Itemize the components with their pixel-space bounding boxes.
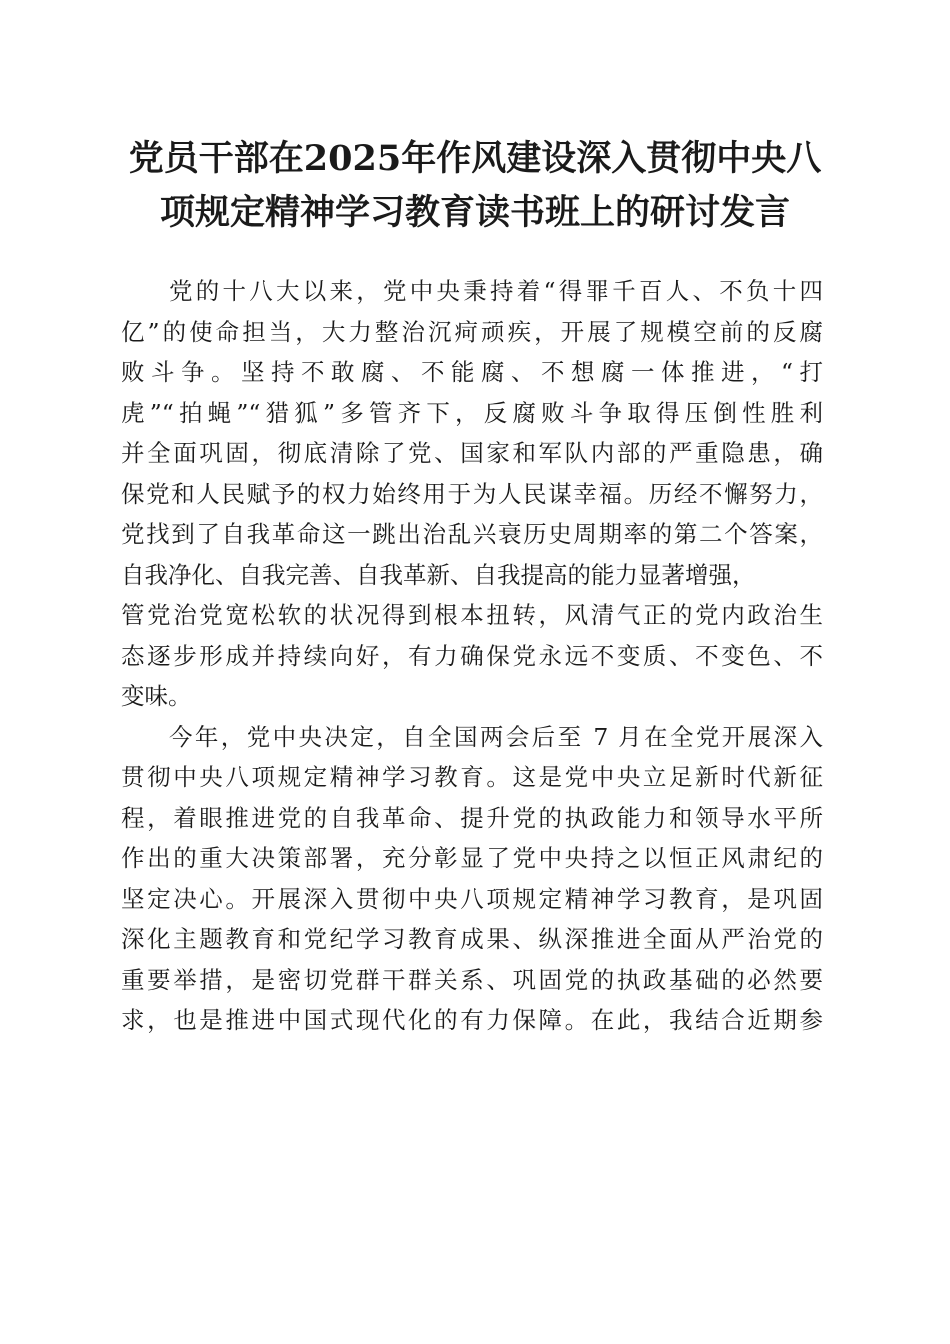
text-line: 党找到了自我革命这一跳出治乱兴衰历史周期率的第二个答案， xyxy=(121,520,823,548)
text-line: 自我净化、自我完善、自我革新、自我提高的能力显著增强， xyxy=(121,560,756,589)
text-line: 亿”的使命担当，大力整治沉疴顽疾，开展了规模空前的反腐 xyxy=(121,317,823,346)
text-line: 保党和人民赋予的权力始终用于为人民谋幸福。历经不懈努力， xyxy=(121,479,823,508)
text-line: 作出的重大决策部署，充分彰显了党中央持之以恒正风肃纪的 xyxy=(121,844,823,872)
document-title xyxy=(100,132,850,240)
text-line: 败斗争。坚持不敢腐、不能腐、不想腐一体推进，“打 xyxy=(121,358,823,386)
title-line: 党员干部在2025年作风建设深入贯彻中央八 xyxy=(128,138,822,179)
title-line: 项规定精神学习教育读书班上的研讨发言 xyxy=(159,192,790,233)
text-line: 管党治党宽松软的状况得到根本扭转，风清气正的党内政治生 xyxy=(121,601,823,629)
text-line: 态逐步形成并持续向好，有力确保党永远不变质、不变色、不 xyxy=(121,641,823,670)
text-line: 程，着眼推进党的自我革命、提升党的执政能力和领导水平所 xyxy=(121,803,823,832)
text-line: 求，也是推进中国式现代化的有力保障。在此，我结合近期参 xyxy=(121,1006,823,1034)
document-body xyxy=(121,271,823,1041)
text-line: 深化主题教育和党纪学习教育成果、纵深推进全面从严治党的 xyxy=(121,925,823,953)
text-line: 贯彻中央八项规定精神学习教育。这是党中央立足新时代新征 xyxy=(121,763,823,791)
paragraph-2 xyxy=(121,717,823,1041)
text-line: 坚定决心。开展深入贯彻中央八项规定精神学习教育，是巩固 xyxy=(121,884,823,913)
text-line: 党的十八大以来，党中央秉持着“得罪千百人、不负十四 xyxy=(169,277,823,305)
paragraph-1 xyxy=(121,271,823,717)
text-line: 重要举措，是密切党群干群关系、巩固党的执政基础的必然要 xyxy=(121,965,823,994)
text-line: 虎”“拍蝇”“猎狐”多管齐下，反腐败斗争取得压倒性胜利 xyxy=(121,398,823,427)
text-line: 并全面巩固，彻底清除了党、国家和军队内部的严重隐患，确 xyxy=(121,439,823,467)
text-line: 变味。 xyxy=(121,682,192,710)
text-line: 今年，党中央决定，自全国两会后至 7 月在全党开展深入 xyxy=(169,722,823,751)
